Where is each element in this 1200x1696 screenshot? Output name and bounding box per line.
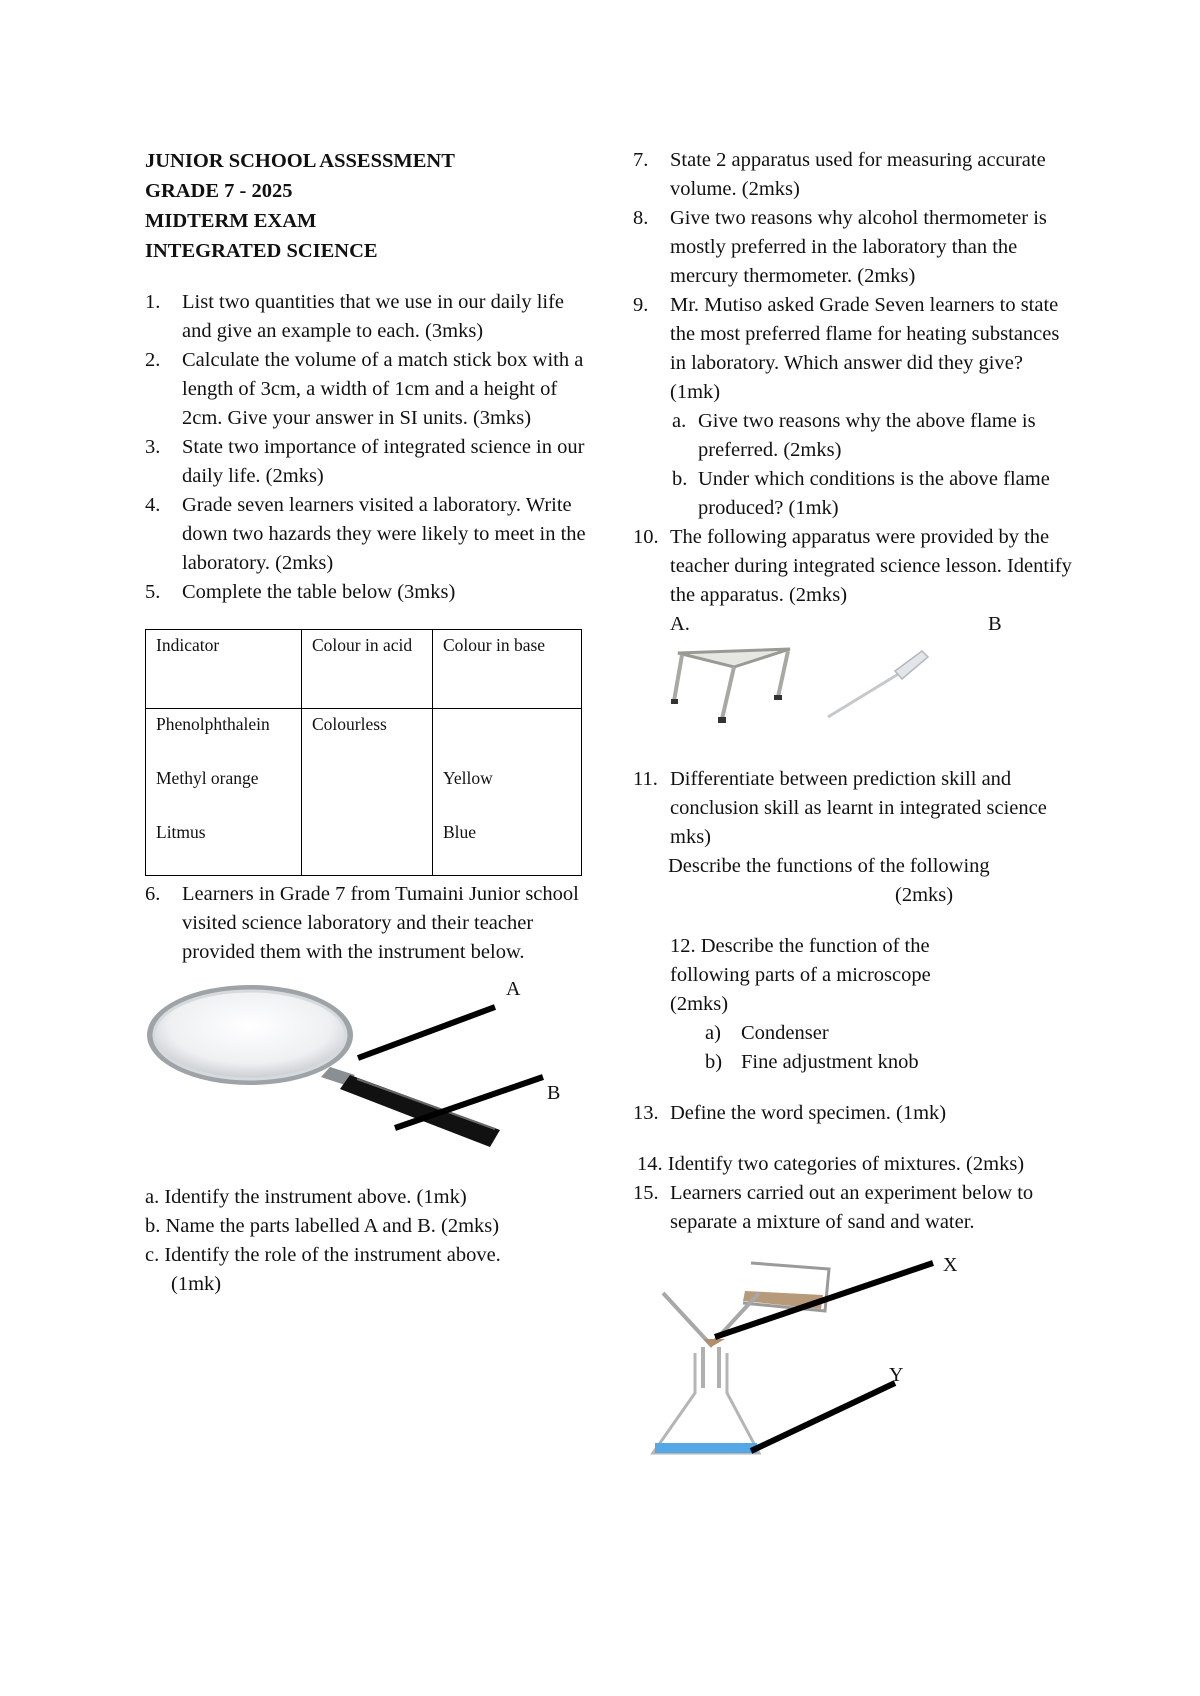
apparatus-labels (633, 610, 1073, 639)
question-12: 12. Describe the function of the following parts of a microscope (2mks) (670, 935, 931, 1015)
question-13: 13. Define the word specimen. (1mk) (633, 1102, 947, 1124)
magnifying-lens-figure (145, 967, 590, 1165)
question-1: 1. List two quantities that we use in our daily life and give an example to each. (3mks) (145, 291, 565, 342)
acid-colour: Colourless (312, 714, 387, 734)
exam-header (145, 146, 590, 266)
label-b: B (547, 1082, 561, 1104)
question-5: 5. Complete the table below (3mks) (145, 581, 456, 603)
acid-colour (312, 821, 422, 875)
indicator-name: Phenolphthalein (156, 714, 270, 734)
question-6: 6. Learners in Grade 7 from Tumaini Junior school visited science laboratory and their teacher provided them with the instrument below. (145, 883, 579, 963)
label-y: Y (889, 1364, 904, 1386)
question-9: 9. Mr. Mutiso asked Grade Seven learners to state the most preferred flame for heating substances in laboratory. Which answer did they give? (1mk) (633, 294, 1060, 403)
table-header-cell: Indicator (146, 630, 302, 709)
question-12b: b) Fine adjustment knob (705, 1051, 919, 1073)
filtration-apparatus-drawing (633, 1243, 1053, 1473)
question-4: 4. Grade seven learners visited a laboratory. Write down two hazards they were likely to meet in the laboratory. (2mks) (145, 494, 586, 574)
tripod-and-dropper-drawing (670, 639, 970, 729)
question-6b: b. Name the parts labelled A and B. (2mks) (145, 1215, 500, 1237)
question-15: 15. Learners carried out an experiment below to separate a mixture of sand and water. (633, 1182, 1034, 1233)
question-12a: a) Condenser (705, 1022, 829, 1044)
right-column (633, 146, 1073, 1473)
label-a: A (506, 978, 521, 1000)
table-header-cell: Colour in base (433, 630, 582, 709)
apparatus-figure (670, 639, 1110, 729)
header-line-2: GRADE 7 - 2025 (145, 180, 293, 202)
header-line-4: INTEGRATED SCIENCE (145, 240, 378, 262)
question-9a: a. Give two reasons why the above flame is preferred. (2mks) (672, 410, 1036, 461)
acid-colour (312, 767, 422, 821)
indicator-name: Methyl orange (156, 768, 259, 788)
indicator-name: Litmus (156, 822, 206, 842)
question-6c: c. Identify the role of the instrument above. (145, 1244, 501, 1266)
header-line-1: JUNIOR SCHOOL ASSESSMENT (145, 150, 455, 172)
left-column (145, 146, 590, 1299)
question-2: 2. Calculate the volume of a match stick box with a length of 3cm, a width of 1cm and a height of 2cm. Give your answer in SI units. (3mks) (145, 349, 584, 429)
question-11: 11. Differentiate between prediction skill and conclusion skill as learnt in integrated science mks) (633, 768, 1047, 848)
magnifying-lens-drawing (145, 967, 590, 1165)
base-colour (443, 713, 571, 767)
question-6a: a. Identify the instrument above. (1mk) (145, 1186, 467, 1208)
label-x: X (943, 1254, 958, 1276)
base-column (433, 709, 582, 876)
acid-column (302, 709, 433, 876)
question-9b: b. Under which conditions is the above flame produced? (1mk) (672, 468, 1050, 519)
apparatus-label-a: A. (670, 613, 690, 635)
question-8: 8. Give two reasons why alcohol thermometer is mostly preferred in the laboratory than the mercury thermometer. (2mks) (633, 207, 1047, 287)
question-11-marks: (2mks) (895, 884, 954, 906)
question-6c-marks: (1mk) (171, 1273, 222, 1295)
table-header-cell: Colour in acid (302, 630, 433, 709)
indicator-table (145, 629, 582, 876)
filtration-figure (633, 1243, 1053, 1473)
indicator-column (146, 709, 302, 876)
question-14: 14. Identify two categories of mixtures. (2mks) (637, 1153, 1025, 1175)
header-line-3: MIDTERM EXAM (145, 210, 317, 232)
question-3: 3. State two importance of integrated science in our daily life. (2mks) (145, 436, 585, 487)
base-colour: Yellow (443, 768, 493, 788)
apparatus-label-b: B (988, 613, 1002, 635)
table-row (146, 709, 582, 876)
table-header-row (146, 630, 582, 709)
base-colour: Blue (443, 822, 477, 842)
question-10: 10. The following apparatus were provided by the teacher during integrated science lesson. Identify the apparatus. (2mks) (633, 526, 1072, 606)
question-7: 7. State 2 apparatus used for measuring accurate volume. (2mks) (633, 149, 1046, 200)
question-11-extra: Describe the functions of the following (668, 855, 990, 877)
